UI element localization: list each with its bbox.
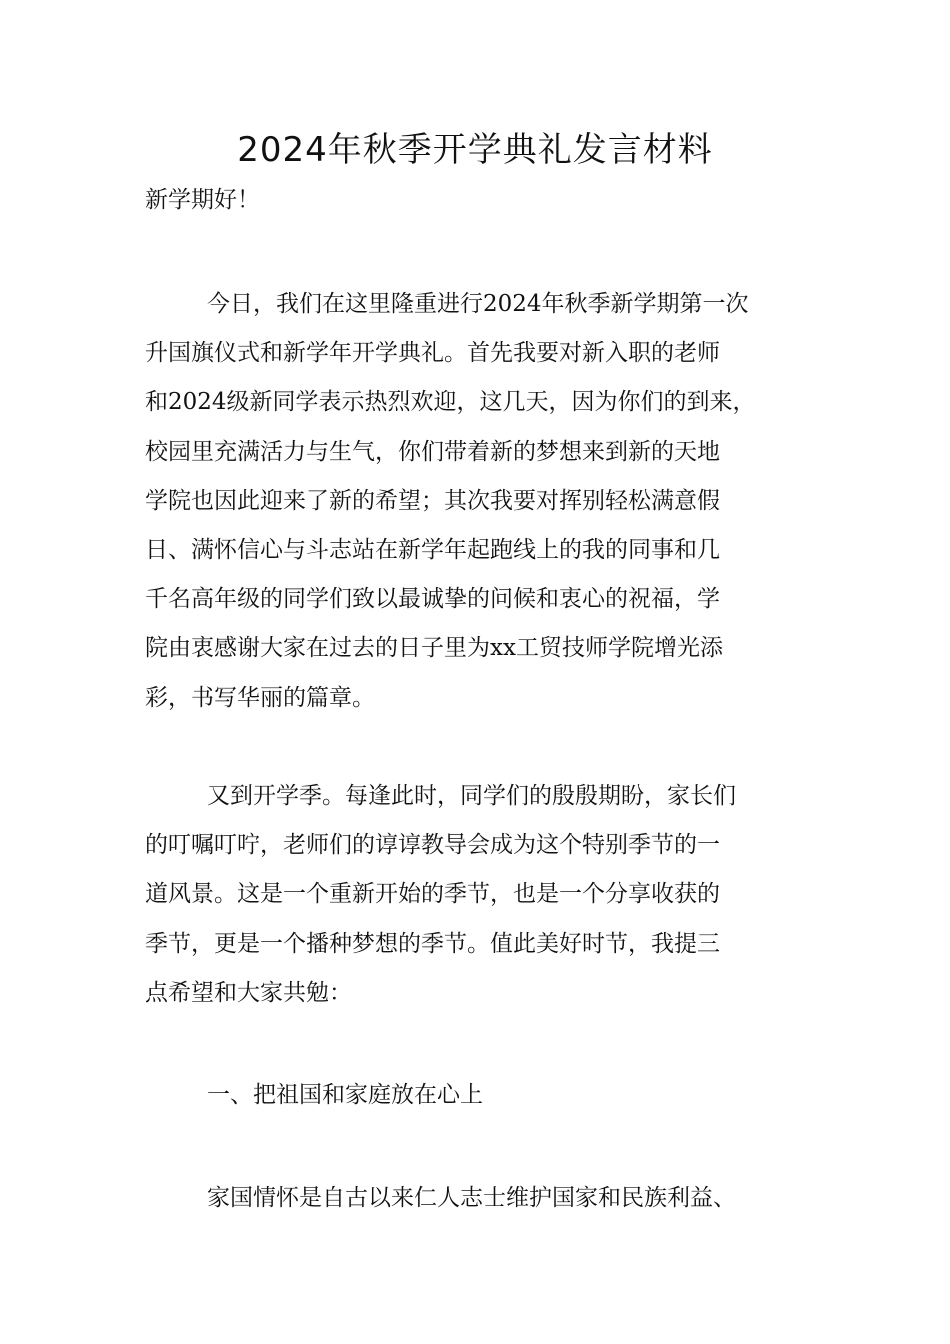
paragraph-line: 学院也因此迎来了新的希望；其次我要对挥别轻松满意假 — [145, 487, 720, 514]
greeting-text: 新学期好！ — [145, 187, 260, 213]
section-heading-1: 一、把祖国和家庭放在心上 — [207, 1082, 483, 1108]
paragraph-line: 家国情怀是自古以来仁人志士维护国家和民族利益、 — [207, 1185, 736, 1211]
paragraph-line: 道风景。这是一个重新开始的季节，也是一个分享收获的 — [145, 881, 720, 908]
paragraph-line: 日、满怀信心与斗志站在新学年起跑线上的我的同事和几 — [145, 536, 720, 563]
document-title: 2024年秋季开学典礼发言材料 — [237, 130, 713, 170]
paragraph-1 — [145, 280, 815, 723]
paragraph-line: 升国旗仪式和新学年开学典礼。首先我要对新入职的老师 — [145, 340, 720, 367]
paragraph-line: 和2024级新同学表示热烈欢迎，这几天，因为你们的到来， — [145, 389, 756, 416]
paragraph-line: 点希望和大家共勉： — [145, 979, 352, 1006]
paragraph-line: 季节，更是一个播种梦想的季节。值此美好时节，我提三 — [145, 930, 720, 957]
paragraph-line: 彩，书写华丽的篇章。 — [145, 684, 375, 711]
paragraph-line: 千名高年级的同学们致以最诚挚的问候和衷心的祝福，学 — [145, 586, 720, 613]
paragraph-line: 的叮嘱叮咛，老师们的谆谆教导会成为这个特别季节的一 — [145, 832, 720, 859]
paragraph-3 — [145, 1174, 815, 1223]
paragraph-line: 校园里充满活力与生气，你们带着新的梦想来到新的天地 — [145, 438, 720, 465]
paragraph-line: 院由衷感谢大家在过去的日子里为xx工贸技师学院增光添 — [145, 635, 723, 662]
paragraph-line: 又到开学季。每逢此时，同学们的殷殷期盼，家长们 — [207, 783, 736, 809]
paragraph-2 — [145, 772, 815, 1018]
paragraph-line: 今日，我们在这里隆重进行2024年秋季新学期第一次 — [207, 291, 749, 317]
